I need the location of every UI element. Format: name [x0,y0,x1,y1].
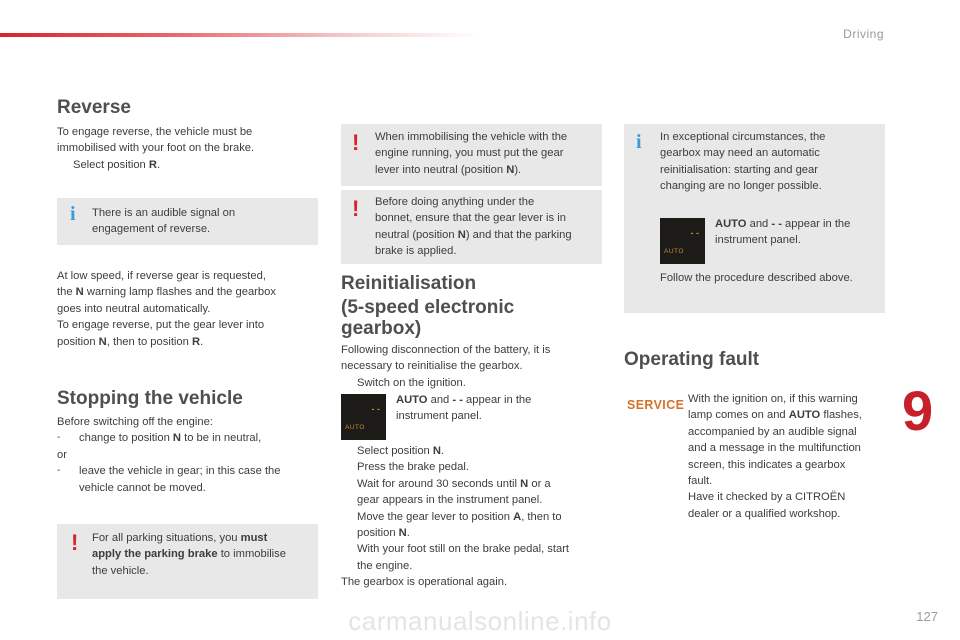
reverse-intro: To engage reverse, the vehicle must be immobilised with your foot on the brake. Select position R. [57,124,307,173]
warning-icon: ! [352,196,360,221]
section-title: Driving [843,27,884,41]
low-speed-paragraph: At low speed, if reverse gear is requested, the N warning lamp flashes and the gearbox goes into neutral automatically. To engage reverse, put the gear lever into position N, then to position R. [57,270,276,348]
list-item: Press the brake pedal. [357,461,469,474]
service-warning-lamp-icon: SERVICE [627,397,685,412]
watermark: carmanualsonline.info [348,606,612,636]
list-item: Wait for around 30 seconds until N or a gear appears in the instrument panel. [357,477,551,507]
reinit-steps: Select position N. Press the brake pedal. Wait for around 30 seconds until N or a gear appears in the instrument panel. Move the gear lever to position A, then to position N. With your foot still on the brake pedal, start the engine. The gearbox is operational again. [341,443,603,591]
stopping-heading: Stopping the vehicle [57,388,243,409]
list-item: Switch on the ignition. [357,376,466,389]
reinit-auto-text: AUTO and - - appear in the instrument panel. [396,394,532,423]
list-item: Select position R. [57,157,307,173]
info-icon: i [70,203,76,225]
stopping-text: Before switching off the engine: - change to position N to be in neutral, or - leave the vehicle in gear; in this case the vehicle cannot be moved. [57,414,317,496]
reverse-heading: Reverse [57,97,131,118]
warning-text-immobilising: When immobilising the vehicle with the engine running, you must put the gear lever into neutral (position N). [375,131,568,176]
warning-text-bonnet: Before doing anything under the bonnet, ensure that the gear lever is in neutral (position N) and that the parking brake is applied. [375,196,572,258]
auto-warning-lamp-icon: AUTO - - [341,394,386,440]
exceptional-follow: Follow the procedure described above. [660,272,853,284]
info-text-exceptional: In exceptional circumstances, the gearbox may need an automatic reinitialisation: starting and gear changing are no longer possible. [660,131,826,193]
info-text-reverse: There is an audible signal on engagement of reverse. [92,207,236,236]
warning-icon: ! [71,530,79,555]
header-accent-bar [0,33,480,37]
operating-fault-heading: Operating fault [624,349,760,370]
list-item: Select position N. [357,445,445,457]
warning-text-parking: For all parking situations, you must apply the parking brake to immobilise the vehicle. [92,532,286,577]
operating-fault-text: With the ignition on, if this warning lamp comes on and AUTO flashes, accompanied by an audible signal and a message in the multifunction screen, this indicates a gearbox fault. Have it checked by a CITROËN dealer or a qualified workshop. [688,393,862,520]
auto-warning-lamp-icon: AUTO - - [660,218,705,264]
page-number: 127 [916,609,938,624]
list-item: Move the gear lever to position A, then to position N. [357,510,562,540]
list-item: - change to position N to be in neutral, [57,432,262,445]
bullet-icon [57,157,73,173]
warning-icon: ! [352,130,360,155]
list-item: - leave the vehicle in gear; in this case the vehicle cannot be moved. [57,465,281,494]
list-item: With your foot still on the brake pedal, start the engine. [357,543,570,572]
chapter-number: 9 [902,379,934,442]
reinit-heading: Reinitialisation (5-speed electronic gearbox) [341,273,515,339]
exceptional-auto-text: AUTO and - - appear in the instrument panel. [715,218,851,247]
info-icon: i [636,131,642,153]
reinit-intro: Following disconnection of the battery, it is necessary to reinitialise the gearbox. Switch on the ignition. [341,342,603,391]
